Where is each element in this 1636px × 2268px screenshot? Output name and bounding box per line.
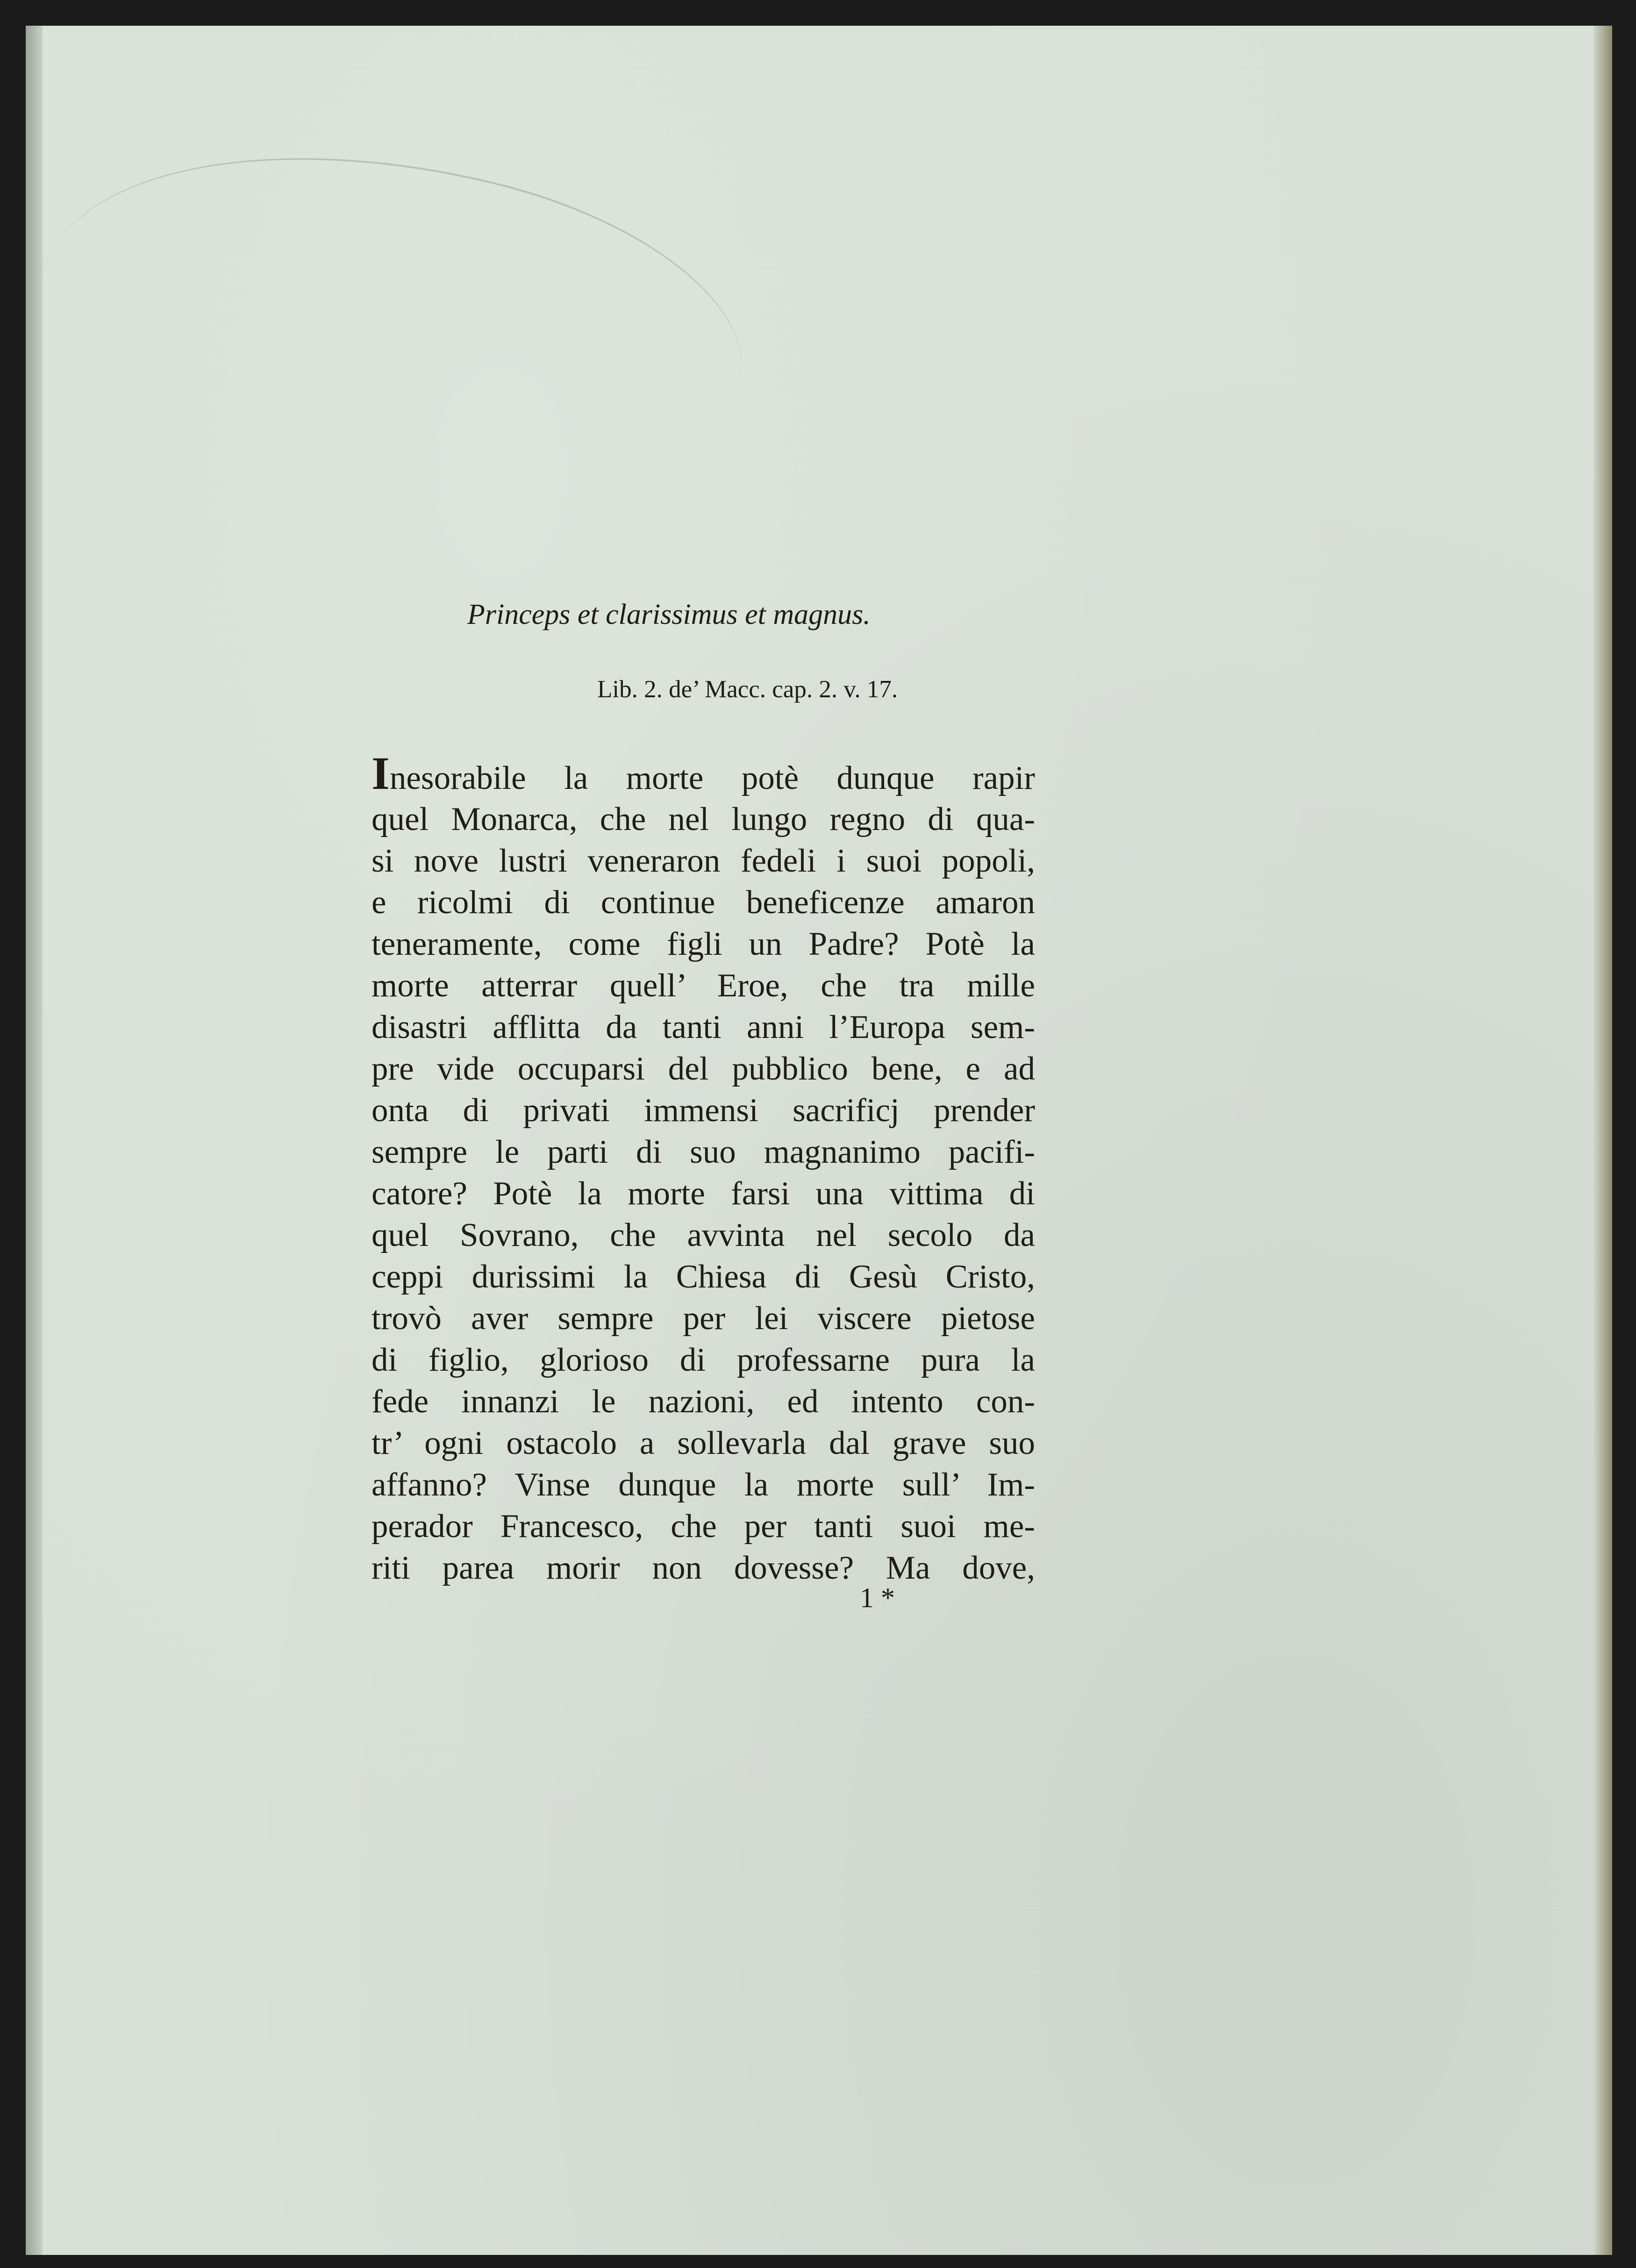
text-line: quel Monarca, che nel lungo regno di qua- <box>371 801 1035 837</box>
text-line: disastri afflitta da tanti anni l’Europa sem- <box>371 1009 1035 1045</box>
text-line-content: nesorabile la morte potè dunque rapir <box>389 760 1035 796</box>
text-line: di figlio, glorioso di professarne pura la <box>371 1342 1035 1378</box>
body-text <box>371 747 1035 1589</box>
signature-mark: 1 * <box>860 1582 895 1613</box>
text-line: affanno? Vinse dunque la morte sull’ Im- <box>371 1467 1035 1503</box>
text-line <box>371 747 1035 799</box>
text-line: trovò aver sempre per lei viscere pietose <box>371 1300 1035 1337</box>
text-line: ceppi durissimi la Chiesa di Gesù Cristo, <box>371 1259 1035 1295</box>
epigraph-reference: Lib. 2. de’ Macc. cap. 2. v. 17. <box>597 676 898 703</box>
text-line: perador Francesco, che per tanti suoi me- <box>371 1508 1035 1545</box>
text-line: fede innanzi le nazioni, ed intento con- <box>371 1383 1035 1420</box>
text-line: quel Sovrano, che avvinta nel secolo da <box>371 1217 1035 1253</box>
text-line: teneramente, come figli un Padre? Potè la <box>371 926 1035 962</box>
text-line: catore? Potè la morte farsi una vittima di <box>371 1175 1035 1212</box>
text-line: e ricolmi di continue beneficenze amaron <box>371 884 1035 921</box>
text-line: riti parea morir non dovesse? Ma dove, <box>371 1550 1035 1586</box>
text-line: tr’ ogni ostacolo a sollevarla dal grave suo <box>371 1425 1035 1461</box>
paper-crease <box>12 82 772 571</box>
text-line: si nove lustri veneraron fedeli i suoi popoli, <box>371 843 1035 879</box>
text-line: onta di privati immensi sacrificj prender <box>371 1092 1035 1129</box>
text-line: pre vide occuparsi del pubblico bene, e ad <box>371 1051 1035 1087</box>
drop-cap: I <box>371 747 390 799</box>
page-fore-edge <box>1593 26 1612 2255</box>
epigraph: Princeps et clarissimus et magnus. <box>467 599 871 630</box>
text-line: morte atterrar quell’ Eroe, che tra mille <box>371 967 1035 1004</box>
text-line: sempre le parti di suo magnanimo pacifi- <box>371 1134 1035 1170</box>
